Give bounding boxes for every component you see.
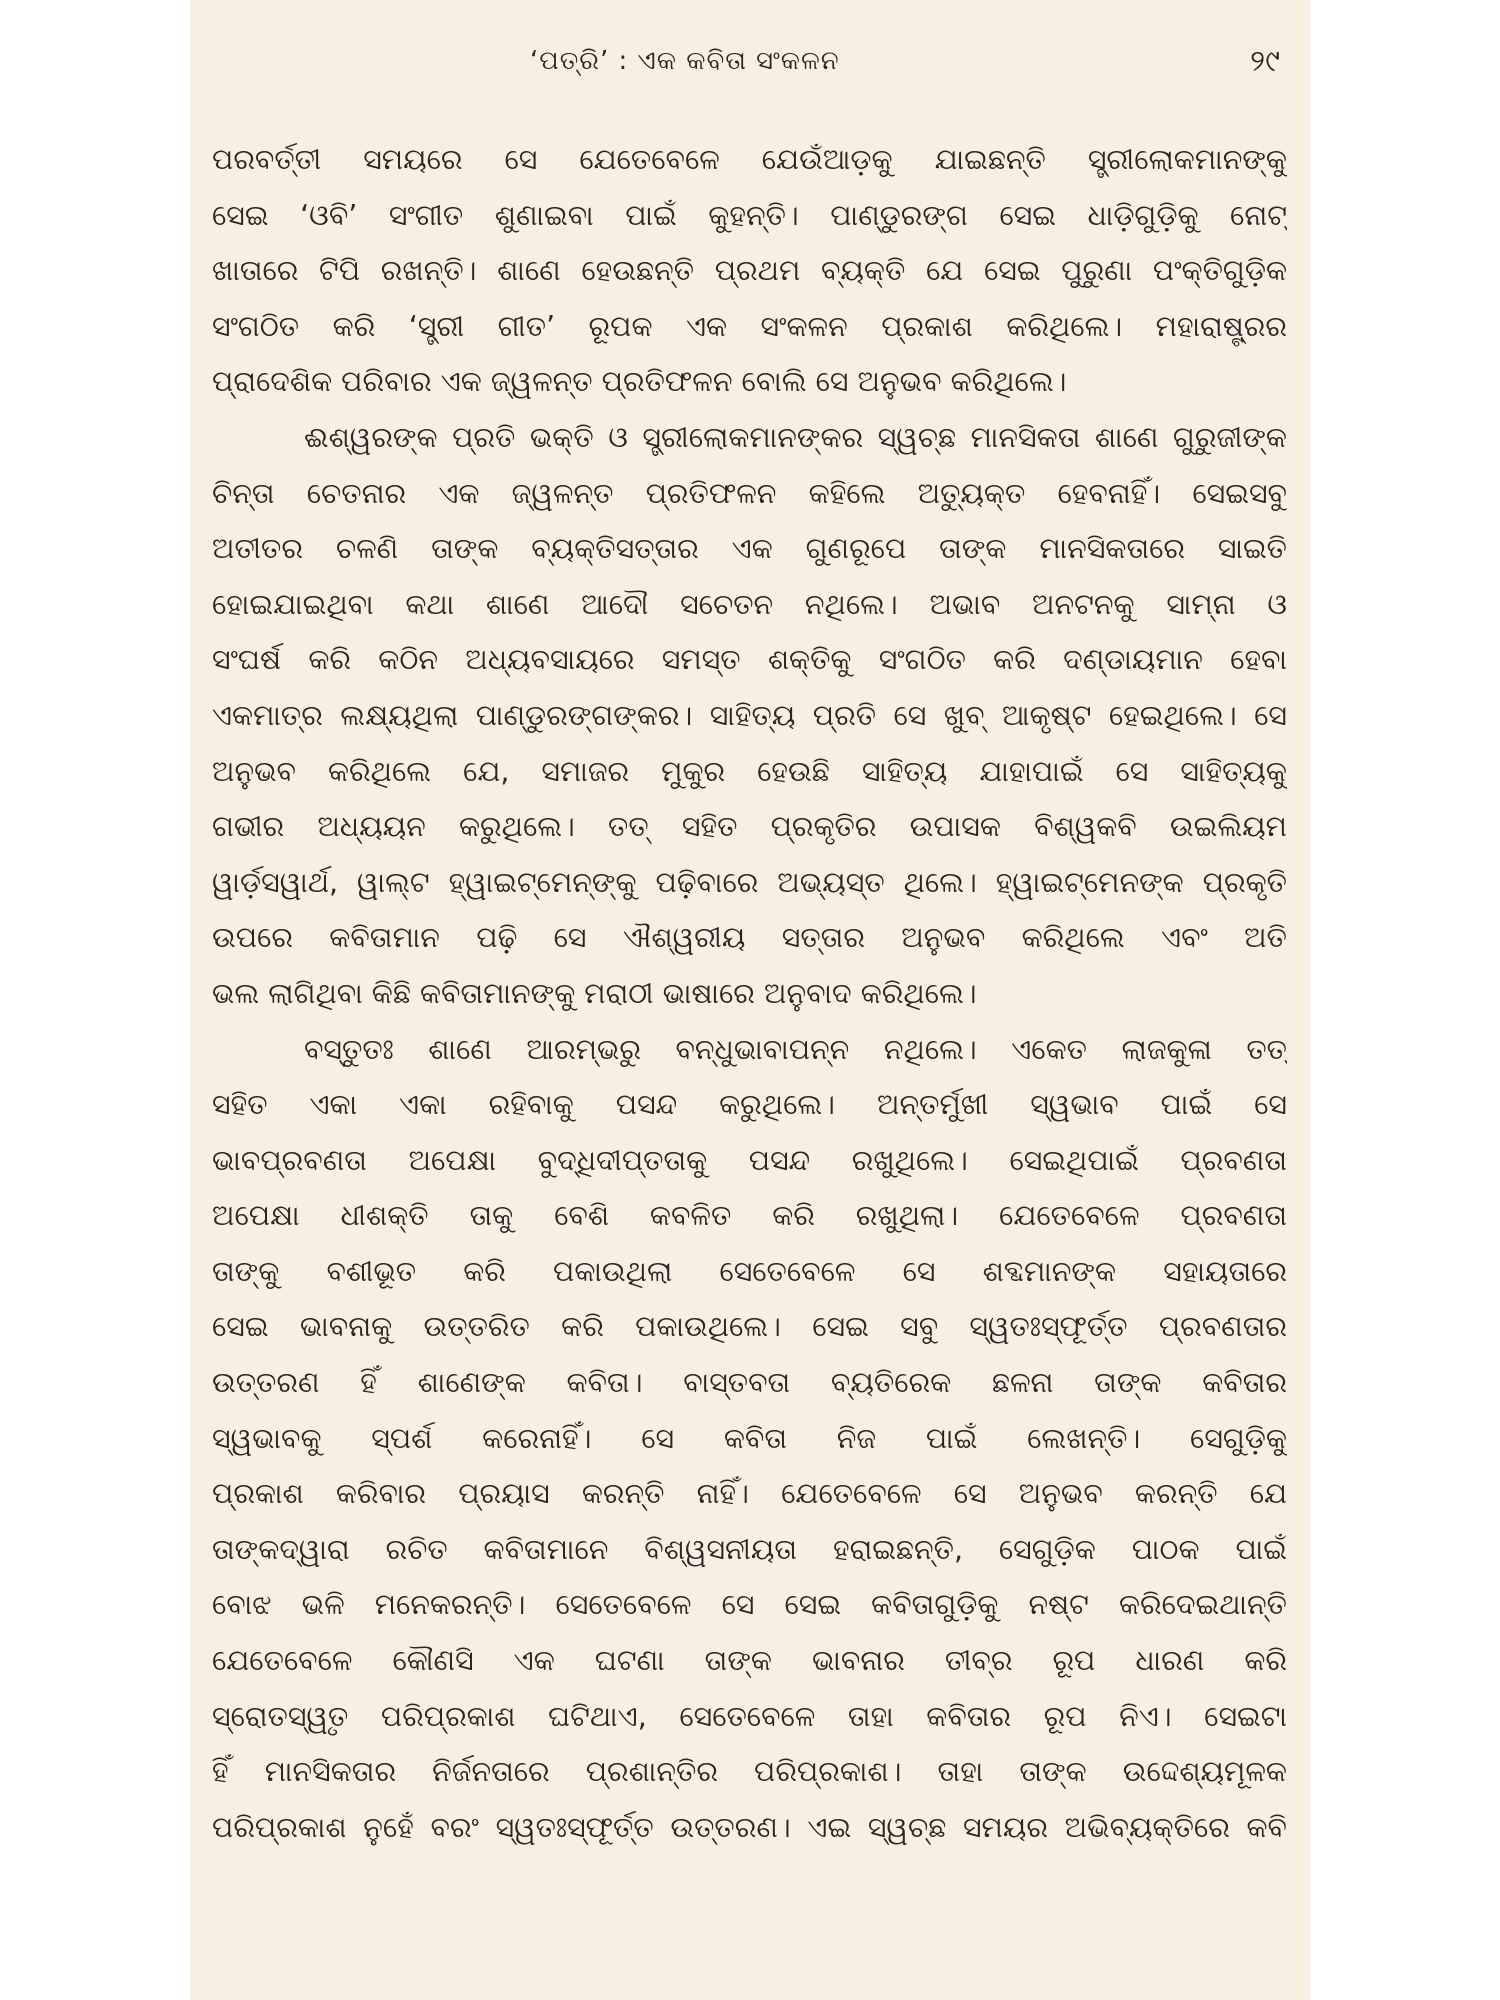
text-line: ତାଙ୍କଦ୍ୱାରା ରଚିତ କବିତାମାନେ ବିଶ୍ୱସନୀୟତା ହରାଇଛନ୍ତି, ସେଗୁଡ଼ିକ ପାଠକ ପାଇଁ	[212, 1532, 1287, 1566]
text-line: ବୋଝ ଭଳି ମନେକରନ୍ତି। ସେତେବେଳେ ସେ ସେଇ କବିତାଗୁଡ଼ିକୁ ନଷ୍ଟ କରିଦେଇଥାନ୍ତି	[212, 1588, 1287, 1622]
body-text	[212, 132, 1287, 1855]
text-line: ପରବର୍ତ୍ତୀ ସମୟରେ ସେ ଯେତେବେଳେ ଯେଉଁଆଡ଼କୁ ଯାଇଛନ୍ତି ସ୍ତ୍ରୀଲୋକମାନଙ୍କୁ	[212, 143, 1287, 176]
text-line: ଈଶ୍ୱରଙ୍କ ପ୍ରତି ଭକ୍ତି ଓ ସ୍ତ୍ରୀଲୋକମାନଙ୍କର ସ୍ୱଚ୍ଛ ମାନସିକତା ଶାଣେ ଗୁରୁଜୀଙ୍କ	[304, 420, 1287, 454]
text-line: ୱାର୍ଡ଼ସୱାର୍ଥ, ୱାଲ୍ଟ ହ୍ୱାଇଟ୍ମେନ୍ଙ୍କୁ ପଢ଼ିବାରେ ଅଭ୍ୟସ୍ତ ଥିଲେ। ହ୍ୱାଇଟ୍ମେନଙ୍କ ପ୍ରକୃତି	[212, 865, 1287, 899]
text-line: ପରିପ୍ରକାଶ ନୁହେଁ ବରଂ ସ୍ୱତଃସ୍ଫୂର୍ତ୍ତ ଉତ୍ତରଣ। ଏଇ ସ୍ୱଚ୍ଛ ସମୟର ଅଭିବ୍ୟକ୍ତିରେ କବି	[212, 1810, 1287, 1844]
text-line: ସ୍ୱଭାବକୁ ସ୍ପର୍ଶ କରେନାହିଁ। ସେ କବିତା ନିଜ ପାଇଁ ଲେଖନ୍ତି। ସେଗୁଡ଼ିକୁ	[212, 1421, 1287, 1455]
text-line: ଏକମାତ୍ର ଲକ୍ଷ୍ୟଥିଲା ପାଣ୍ଡୁରଙ୍ଗଙ୍କର। ସାହିତ୍ୟ ପ୍ରତି ସେ ଖୁବ୍ ଆକୃଷ୍ଟ ହେଇଥିଲେ। ସେ	[212, 698, 1287, 732]
text-line: ତାଙ୍କୁ ବଶୀଭୂତ କରି ପକାଉଥିଲା ସେତେବେଳେ ସେ ଶବ୍ଦମାନଙ୍କ ସହାୟତାରେ	[212, 1254, 1287, 1288]
text-line: ଚିନ୍ତା ଚେତନାର ଏକ ଜ୍ୱଳନ୍ତ ପ୍ରତିଫଳନ କହିଲେ ଅତ୍ୟୁକ୍ତ ହେବନାହିଁ। ସେଇସବୁ	[212, 476, 1287, 510]
text-line: ହିଁ ମାନସିକତାର ନିର୍ଜନତାରେ ପ୍ରଶାନ୍ତିର ପରିପ୍ରକାଶ। ତାହା ତାଙ୍କ ଉଦ୍ଦେଶ୍ୟମୂଳକ	[212, 1755, 1287, 1789]
book-page	[190, 0, 1310, 2000]
text-line: ଉତ୍ତରଣ ହିଁ ଶାଣେଙ୍କ କବିତା। ବାସ୍ତବତା ବ୍ୟତିରେକ ଛଳନା ତାଙ୍କ କବିତାର	[212, 1366, 1287, 1400]
text-line: ପ୍ରକାଶ କରିବାର ପ୍ରୟାସ କରନ୍ତି ନାହିଁ। ଯେତେବେଳେ ସେ ଅନୁଭବ କରନ୍ତି ଯେ	[212, 1477, 1287, 1511]
text-line: ସେଇ ଭାବନାକୁ ଉତ୍ତରିତ କରି ପକାଉଥିଲେ। ସେଇ ସବୁ ସ୍ୱତଃସ୍ଫୂର୍ତ୍ତ ପ୍ରବଣତାର	[212, 1310, 1287, 1344]
text-line: ଖାତାରେ ଟିପି ରଖନ୍ତି। ଶାଣେ ହେଉଛନ୍ତି ପ୍ରଥମ ବ୍ୟକ୍ତି ଯେ ସେଇ ପୁରୁଣା ପଂକ୍ତିଗୁଡ଼ିକ	[212, 254, 1287, 288]
text-line: ଭାବପ୍ରବଣତା ଅପେକ୍ଷା ବୁଦ୍ଧିଦୀପ୍ତତାକୁ ପସନ୍ଦ ରଖୁଥିଲେ। ସେଇଥିପାଇଁ ପ୍ରବଣତା	[212, 1143, 1287, 1177]
text-line: ସେଇ ‘ଓବି’ ସଂଗୀତ ଶୁଣାଇବା ପାଇଁ କୁହନ୍ତି। ପାଣ୍ଡୁରଙ୍ଗ ସେଇ ଧାଡ଼ିଗୁଡ଼ିକୁ ନୋଟ୍	[212, 198, 1287, 232]
running-title: ‘ପତ୍ରି’ : ଏକ କବିତା ସଂକଳନ	[530, 46, 840, 76]
text-line: ସହିତ ଏକା ଏକା ରହିବାକୁ ପସନ୍ଦ କରୁଥିଲେ। ଅନ୍ତର୍ମୁଖୀ ସ୍ୱଭାବ ପାଇଁ ସେ	[212, 1088, 1287, 1122]
text-line: ଅପେକ୍ଷା ଧୀଶକ୍ତି ତାକୁ ବେଶି କବଳିତ କରି ରଖୁଥିଲା। ଯେତେବେଳେ ପ୍ରବଣତା	[212, 1199, 1287, 1233]
page-number: ୨୯	[1250, 44, 1280, 79]
page-header	[190, 38, 1310, 98]
text-line: ହୋଇଯାଇଥିବା କଥା ଶାଣେ ଆଦୌ ସଚେତନ ନଥିଲେ। ଅଭାବ ଅନଟନକୁ ସାମ୍ନା ଓ	[212, 587, 1287, 621]
text-line: ଅନୁଭବ କରିଥିଲେ ଯେ, ସମାଜର ମୁକୁର ହେଉଛି ସାହିତ୍ୟ ଯାହାପାଇଁ ସେ ସାହିତ୍ୟକୁ	[212, 754, 1287, 788]
text-line: ଉପରେ କବିତାମାନ ପଢ଼ି ସେ ଐଶ୍ୱରୀୟ ସତ୍ତାର ଅନୁଭବ କରିଥିଲେ ଏବଂ ଅତି	[212, 921, 1287, 955]
text-line: ଅତୀତର ଚଳଣି ତାଙ୍କ ବ୍ୟକ୍ତିସତ୍ତାର ଏକ ଗୁଣରୂପେ ତାଙ୍କ ମାନସିକତାରେ ସାଇତି	[212, 532, 1287, 566]
text-line: ସ୍ରୋତସ୍ୱୃତ ପରିପ୍ରକାଶ ଘଟିଥାଏ, ସେତେବେଳେ ତାହା କବିତାର ରୂପ ନିଏ। ସେଇଟା	[212, 1699, 1287, 1733]
text-line: ସଂଘର୍ଷ କରି କଠିନ ଅଧ୍ୟବସାୟରେ ସମସ୍ତ ଶକ୍ତିକୁ ସଂଗଠିତ କରି ଦଣ୍ଡାୟମାନ ହେବା	[212, 643, 1287, 677]
text-line: ବସ୍ତୁତଃ ଶାଣେ ଆରମ୍ଭରୁ ବନ୍ଧୁଭାବାପନ୍ନ ନଥିଲେ। ଏକେତ ଲାଜକୁଳା ତତ୍	[304, 1032, 1287, 1066]
text-line: ସଂଗଠିତ କରି ‘ସ୍ତ୍ରୀ ଗୀତ’ ରୂପକ ଏକ ସଂକଳନ ପ୍ରକାଶ କରିଥିଲେ। ମହାରାଷ୍ଟ୍ରର	[212, 309, 1287, 343]
text-line: ଗଭୀର ଅଧ୍ୟୟନ କରୁଥିଲେ। ତତ୍ ସହିତ ପ୍ରକୃତିର ଉପାସକ ବିଶ୍ୱକବି ଉଇଲିୟମ	[212, 810, 1287, 844]
text-line: ଯେତେବେଳେ କୌଣସି ଏକ ଘଟଣା ତାଙ୍କ ଭାବନାର ତୀବ୍ର ରୂପ ଧାରଣ କରି	[212, 1644, 1287, 1678]
text-line: ପ୍ରାଦେଶିକ ପରିବାର ଏକ ଜ୍ୱଳନ୍ତ ପ୍ରତିଫଳନ ବୋଲି ସେ ଅନୁଭବ କରିଥିଲେ।	[212, 365, 1067, 399]
text-line: ଭଲ ଲାଗିଥିବା କିଛି କବିତାମାନଙ୍କୁ ମରାଠୀ ଭାଷାରେ ଅନୁବାଦ କରିଥିଲେ।	[212, 976, 977, 1010]
